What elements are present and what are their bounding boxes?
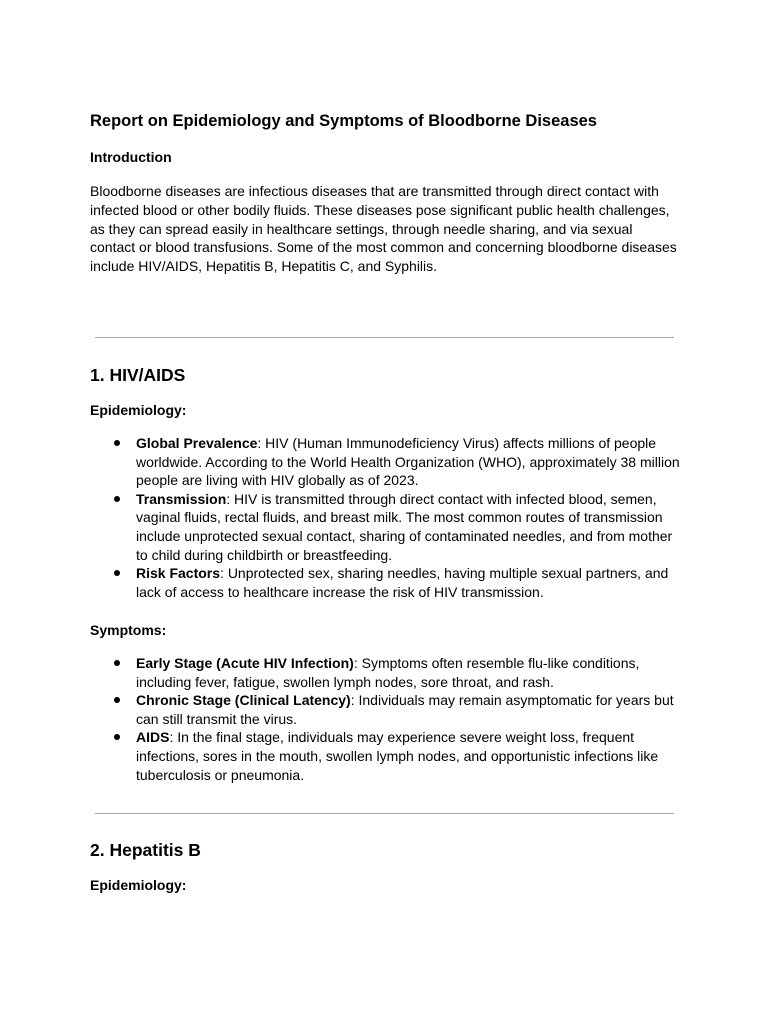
introduction-heading: Introduction: [90, 149, 172, 165]
list-item-text: : Symptoms often resemble flu-like conditions, including fever, fatigue, swollen lymph nodes, sore throat, and rash.: [136, 655, 640, 690]
list-item: [90, 654, 682, 691]
list-item-term: Early Stage (Acute HIV Infection): [136, 655, 354, 671]
bullet-point: [114, 697, 120, 703]
list-item-term: Transmission: [136, 490, 227, 507]
list-item-text: : Unprotected sex, sharing needles, having multiple sexual partners, and lack of access to healthcare increase the risk of HIV transmission.: [136, 565, 669, 600]
introduction-paragraph: Bloodborne diseases are infectious diseases that are transmitted through direct contact with infected blood or other bodily fluids. These diseases pose significant public health challenges, as they can spread easily in healthcare settings, through needle sharing, and via sexual contact or blood transfusions. Some of the most common and concerning bloodborne diseases include HIV/AIDS, Hepatitis B, Hepatitis C, and Syphilis.: [90, 183, 677, 275]
list-item: [90, 434, 682, 490]
hiv-symptoms-label: Symptoms:: [90, 622, 167, 638]
hiv-epidemiology-list: [90, 434, 682, 601]
bullet-point: [114, 440, 120, 446]
list-item-text: : HIV is transmitted through direct contact with infected blood, semen, vaginal fluids, rectal fluids, and breast milk. The most common routes of transmission include unprotected sexual contact, sharing of contaminated needles, and from mother to child during childbirth or breastfeeding.: [136, 490, 673, 563]
document-title: Report on Epidemiology and Symptoms of Bloodborne Diseases: [90, 112, 597, 130]
list-item-text: : In the final stage, individuals may experience severe weight loss, frequent infections, sores in the mouth, swollen lymph nodes, and opportunistic infections like tuberculosis or pneumonia.: [136, 729, 659, 783]
hepatitis-b-heading: 2. Hepatitis B: [90, 840, 201, 860]
bullet-point: [114, 734, 120, 740]
bullet-point: [114, 570, 120, 576]
list-item-term: Chronic Stage (Clinical Latency): [136, 692, 351, 709]
hepatitis-b-epidemiology-label: Epidemiology:: [90, 877, 187, 893]
list-item-term: AIDS: [136, 729, 170, 746]
list-item-text: : Individuals may remain asymptomatic for years but can still transmit the virus.: [136, 692, 674, 727]
list-item: [90, 691, 682, 728]
hiv-epidemiology-label: Epidemiology:: [90, 402, 187, 418]
bullet-point: [114, 660, 120, 666]
list-item-text: : HIV (Human Immunodeficiency Virus) affects millions of people worldwide. According to the World Health Organization (WHO), approximately 38 million people are living with HIV globally as of 2023.: [136, 435, 680, 489]
list-item: [90, 564, 682, 601]
list-item-term: Risk Factors: [136, 565, 221, 582]
list-item-term: Global Prevalence: [136, 435, 258, 451]
bullet-point: [114, 496, 120, 502]
hiv-symptoms-list: [90, 654, 682, 784]
section-divider: [95, 813, 674, 814]
hiv-aids-heading: 1. HIV/AIDS: [90, 365, 186, 385]
list-item: [90, 490, 682, 564]
section-divider: [95, 337, 674, 338]
list-item: [90, 728, 682, 784]
